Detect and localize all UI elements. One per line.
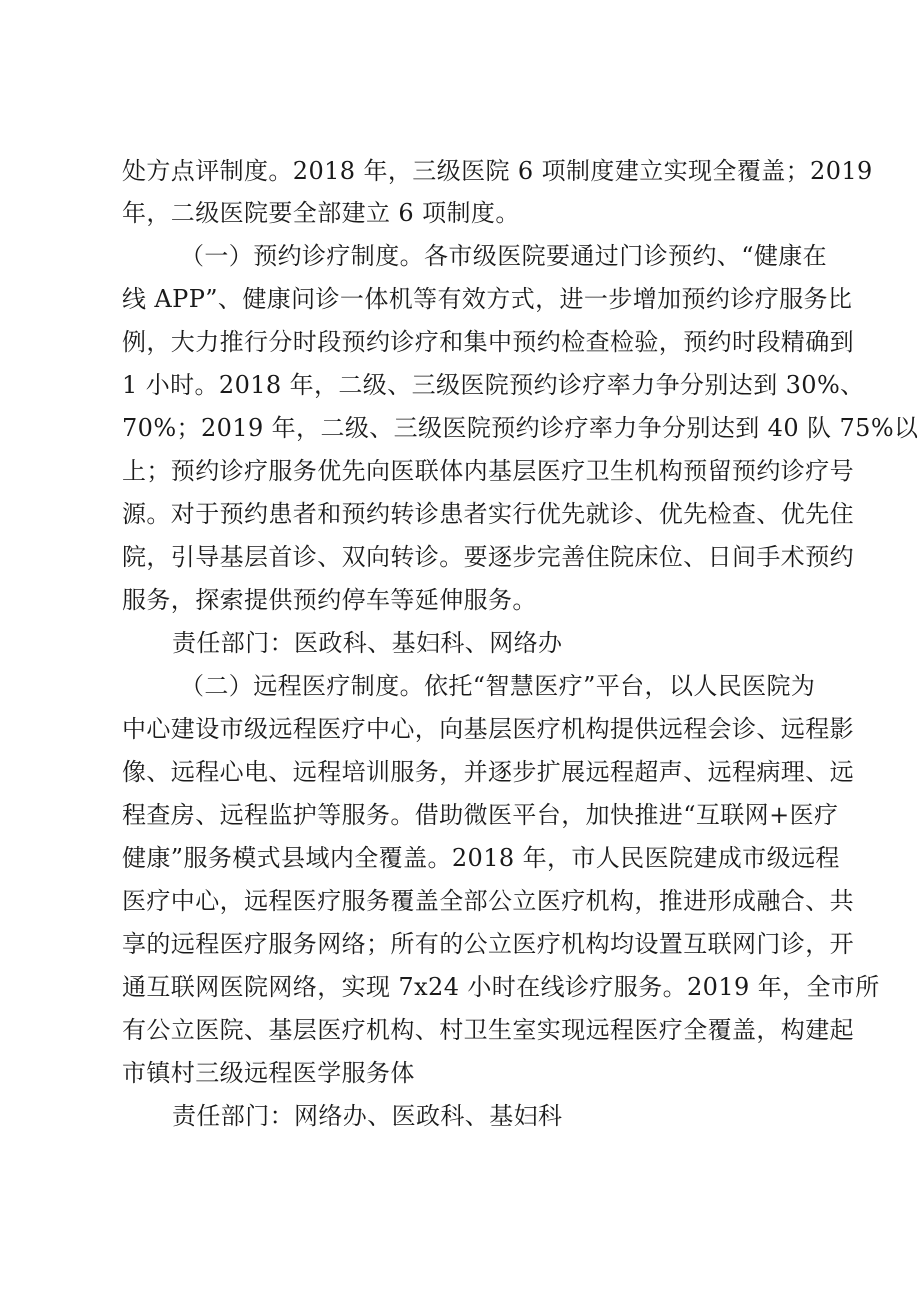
paragraph-line: 享的远程医疗服务网络；所有的公立医疗机构均设置互联网门诊，开 <box>122 930 854 958</box>
paragraph-line: 市镇村三级远程医学服务体 <box>122 1059 415 1087</box>
paragraph-line: 70%；2019 年，二级、三级医院预约诊疗率力争分别达到 40 队 75%以 <box>122 414 919 442</box>
paragraph-line: 医疗中心，远程医疗服务覆盖全部公立医疗机构，推进形成融合、共 <box>122 887 854 915</box>
paragraph-line: 通互联网医院网络，实现 7x24 小时在线诊疗服务。2019 年，全市所 <box>122 973 880 1001</box>
paragraph-line: 程查房、远程监护等服务。借助微医平台，加快推进“互联网+医疗 <box>122 801 839 829</box>
responsibility-line: 责任部门：医政科、基妇科、网络办 <box>172 629 563 657</box>
paragraph-line: 健康”服务模式县域内全覆盖。2018 年，市人民医院建成市级远程 <box>122 844 840 872</box>
paragraph-line: 中心建设市级远程医疗中心，向基层医疗机构提供远程会诊、远程影 <box>122 715 854 743</box>
paragraph-line: 1 小时。2018 年，二级、三级医院预约诊疗率力争分别达到 30%、 <box>122 371 865 399</box>
paragraph-line: 源。对于预约患者和预约转诊患者实行优先就诊、优先检查、优先住 <box>122 500 854 528</box>
paragraph-line: 有公立医院、基层医疗机构、村卫生室实现远程医疗全覆盖，构建起 <box>122 1016 854 1044</box>
paragraph-line: 年，二级医院要全部建立 6 项制度。 <box>122 199 520 227</box>
paragraph-line: 线 APP”、健康问诊一体机等有效方式，进一步增加预约诊疗服务比 <box>122 285 853 313</box>
responsibility-line: 责任部门：网络办、医政科、基妇科 <box>172 1102 563 1130</box>
paragraph-line: 院，引导基层首诊、双向转诊。要逐步完善住院床位、日间手术预约 <box>122 543 854 571</box>
section-heading-line: （一）预约诊疗制度。各市级医院要通过门诊预约、“健康在 <box>180 242 828 270</box>
paragraph-line: 服务，探索提供预约停车等延伸服务。 <box>122 586 537 614</box>
paragraph-line: 处方点评制度。2018 年，三级医院 6 项制度建立实现全覆盖；2019 <box>122 157 873 185</box>
paragraph-line: 例，大力推行分时段预约诊疗和集中预约检查检验，预约时段精确到 <box>122 328 854 356</box>
section-heading-line: （二）远程医疗制度。依托“智慧医疗”平台，以人民医院为 <box>180 672 816 700</box>
paragraph-line: 上；预约诊疗服务优先向医联体内基层医疗卫生机构预留预约诊疗号 <box>122 457 854 485</box>
paragraph-line: 像、远程心电、远程培训服务，并逐步扩展远程超声、远程病理、远 <box>122 758 854 786</box>
